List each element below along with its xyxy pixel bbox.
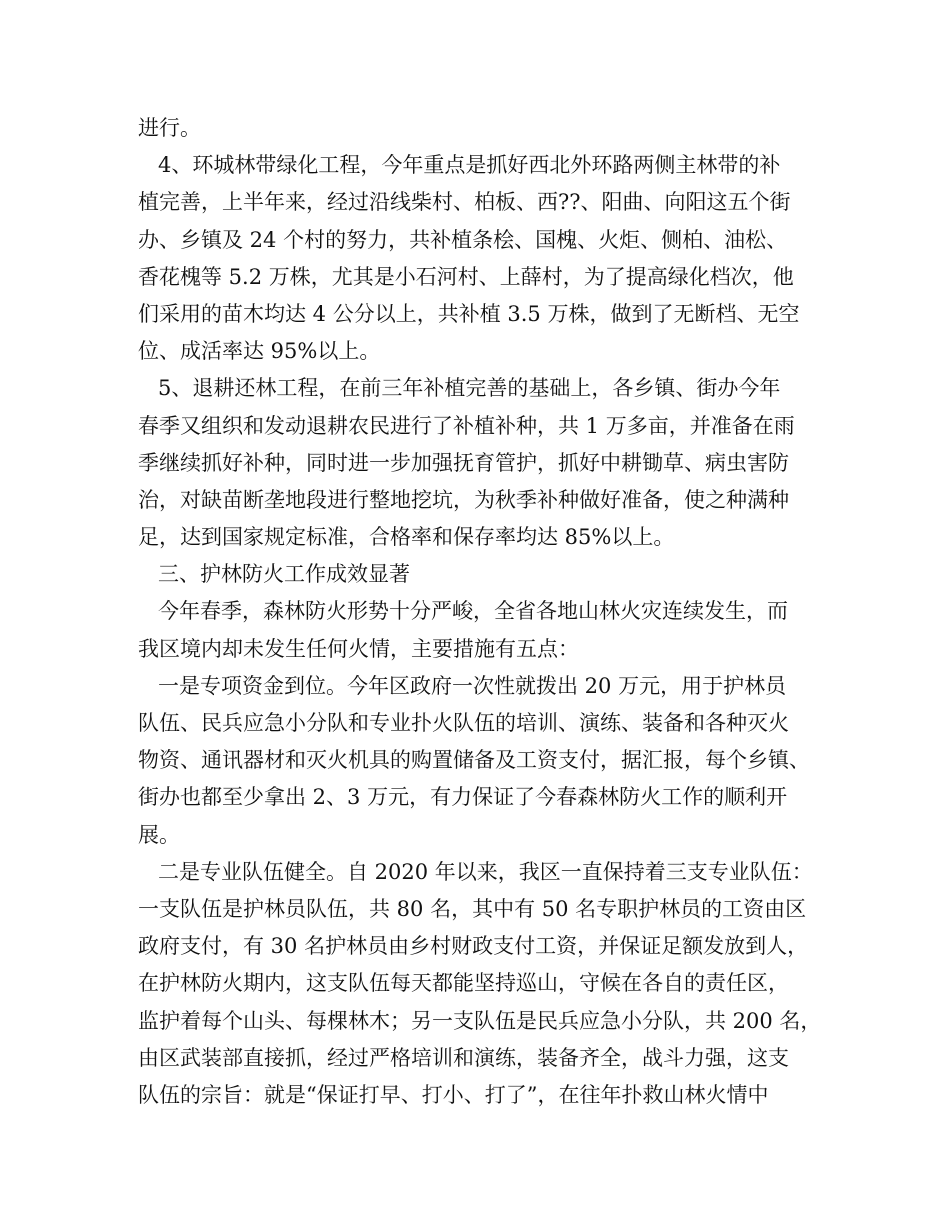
text-line: 三、护林防火工作成效显著 bbox=[158, 562, 410, 587]
text-line: 街办也都至少拿出 2、3 万元，有力保证了今春森林防火工作的顺利开 bbox=[138, 785, 788, 810]
text-line: 香花槐等 5.2 万株，尤其是小石河村、上薛村，为了提高绿化档次，他 bbox=[138, 264, 794, 289]
text-line: 们采用的苗木均达 4 公分以上，共补植 3.5 万株，做到了无断档、无空 bbox=[138, 301, 800, 326]
text-line: 今年春季，森林防火形势十分严峻，全省各地山林火灾连续发生，而 bbox=[158, 599, 788, 624]
text-line: 季继续抓好补种，同时进一步加强抚育管护，抓好中耕锄草、病虫害防 bbox=[138, 450, 789, 475]
text-line: 队伍、民兵应急小分队和专业扑火队伍的培训、演练、装备和各种灭火 bbox=[138, 711, 789, 735]
text-line: 一支队伍是护林员队伍，共 80 名，其中有 50 名专职护林员的工资由区 bbox=[138, 896, 807, 921]
text-line: 政府支付，有 30 名护林员由乡村财政支付工资，并保证足额发放到人， bbox=[138, 934, 809, 959]
text-line: 展。 bbox=[138, 822, 180, 847]
text-line: 植完善，上半年来，经过沿线柴村、柏板、西??、阳曲、向阳这五个街 bbox=[138, 190, 791, 215]
text-line: 由区武装部直接抓，经过严格培训和演练，装备齐全，战斗力强，这支 bbox=[138, 1045, 789, 1070]
text-line: 我区境内却未发生任何火情，主要措施有五点： bbox=[138, 636, 579, 661]
text-line: 二是专业队伍健全。自 2020 年以来，我区一直保持着三支专业队伍： bbox=[158, 859, 813, 884]
text-line: 位、成活率达 95%以上。 bbox=[138, 339, 381, 364]
text-line: 5、退耕还林工程，在前三年补植完善的基础上，各乡镇、街办今年 bbox=[158, 376, 781, 401]
text-line: 4、环城林带绿化工程，今年重点是抓好西北外环路两侧主林带的补 bbox=[158, 153, 781, 178]
text-line: 春季又组织和发动退耕农民进行了补植补种，共 1 万多亩，并准备在雨 bbox=[138, 413, 795, 438]
text-line: 物资、通讯器材和灭火机具的购置储备及工资支付，据汇报，每个乡镇、 bbox=[138, 748, 810, 773]
text-line: 一是专项资金到位。今年区政府一次性就拨出 20 万元，用于护林员 bbox=[158, 673, 787, 698]
text-line: 监护着每个山头、每棵林木；另一支队伍是民兵应急小分队，共 200 名， bbox=[138, 1008, 822, 1033]
text-line: 足，达到国家规定标准，合格率和保存率均达 85%以上。 bbox=[138, 525, 675, 550]
text-line: 办、乡镇及 24 个村的努力，共补植条桧、国槐、火炬、侧柏、油松、 bbox=[138, 227, 788, 252]
document-body bbox=[138, 110, 828, 1114]
text-line: 在护林防火期内，这支队伍每天都能坚持巡山，守候在各自的责任区， bbox=[138, 971, 789, 996]
text-line: 进行。 bbox=[138, 116, 201, 140]
text-line: 队伍的宗旨：就是“保证打早、打小、打了”，在往年扑救山林火情中 bbox=[138, 1082, 769, 1107]
text-line: 治，对缺苗断垄地段进行整地挖坑，为秋季补种做好准备，使之种满种 bbox=[138, 487, 789, 512]
